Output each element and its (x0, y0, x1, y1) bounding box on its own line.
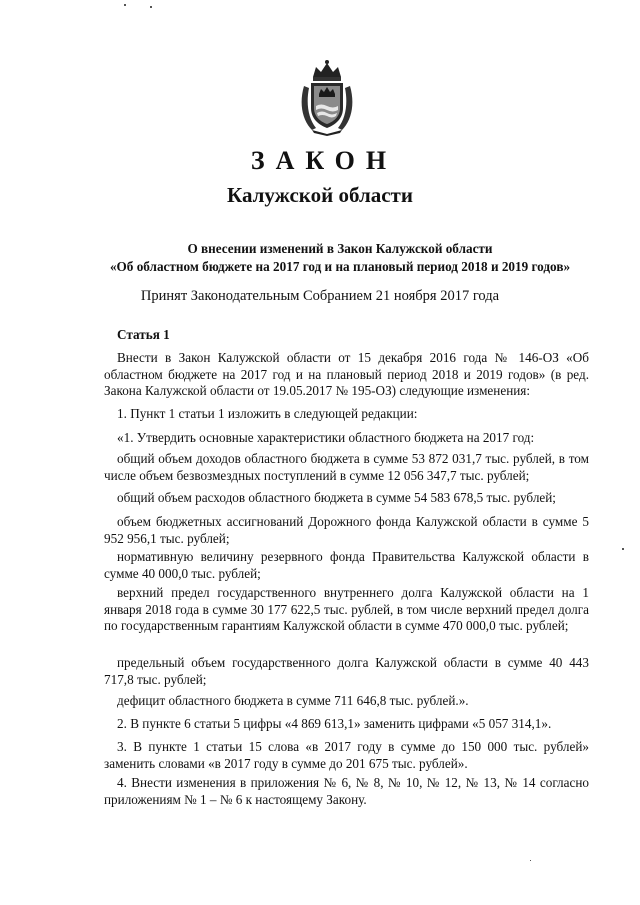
paragraph: 1. Пункт 1 статьи 1 изложить в следующей редакции: (117, 406, 418, 421)
paragraph: нормативную величину резервного фонда Правительства Калужской области в сумме 40 000,0 тыс. рублей; (104, 549, 589, 581)
paragraph: общий объем доходов областного бюджета в сумме 53 872 031,7 тыс. рублей, в том числе объем безвозмездных поступлений в сумме 12 056 347,7 тыс. рублей; (104, 451, 589, 483)
paragraph: предельный объем государственного долга Калужской области в сумме 40 443 717,8 тыс. рублей; (104, 655, 589, 687)
paragraph: дефицит областного бюджета в сумме 711 646,8 тыс. рублей.». (117, 693, 469, 708)
paragraph: общий объем расходов областного бюджета в сумме 54 583 678,5 тыс. рублей; (117, 490, 556, 505)
article-title: Статья 1 (117, 327, 170, 342)
region-heading: Калужской области (227, 183, 413, 207)
paragraph: верхний предел государственного внутреннего долга Калужской области на 1 января 2018 года в сумме 30 177 622,5 тыс. рублей, в том числе верхний предел долга по государственным гарантиям Калужской области в сумме 470 000,0 тыс. рублей; (104, 585, 589, 633)
scan-speck (124, 4, 126, 6)
law-subtitle-line-2: «Об областном бюджете на 2017 год и на плановый период 2018 и 2019 годов» (109, 259, 571, 274)
scan-speck (622, 548, 624, 550)
law-heading: ЗАКОН (250, 146, 398, 175)
law-subtitle-line-1: О внесении изменений в Закон Калужской области (187, 241, 493, 256)
adoption-note: Принят Законодательным Собранием 21 ноября 2017 года (140, 288, 500, 304)
kaluga-coat-of-arms-icon (296, 58, 358, 136)
paragraph: «1. Утвердить основные характеристики областного бюджета на 2017 год: (117, 430, 535, 445)
paragraph: Внести в Закон Калужской области от 15 декабря 2016 года № 146-ОЗ «Об областном бюджете на 2017 год и на плановый период 2018 и 2019 годов» (в ред. Закона Калужской области от 19.05.2017 № 195-ОЗ) следующие изменения: (104, 350, 589, 398)
scan-speck (150, 6, 152, 8)
paragraph: 3. В пункте 1 статьи 15 слова «в 2017 году в сумме до 150 000 тыс. рублей» заменить словами «в 2017 году в сумме до 201 675 тыс. рублей». (104, 739, 589, 771)
paragraph: 2. В пункте 6 статьи 5 цифры «4 869 613,1» заменить цифрами «5 057 314,1». (117, 716, 552, 731)
paragraph: 4. Внести изменения в приложения № 6, № 8, № 10, № 12, № 13, № 14 согласно приложениям № 1 – № 6 к настоящему Закону. (104, 775, 589, 807)
scan-speck (530, 860, 531, 861)
paragraph: объем бюджетных ассигнований Дорожного фонда Калужской области в сумме 5 952 956,1 тыс. рублей; (104, 514, 589, 546)
